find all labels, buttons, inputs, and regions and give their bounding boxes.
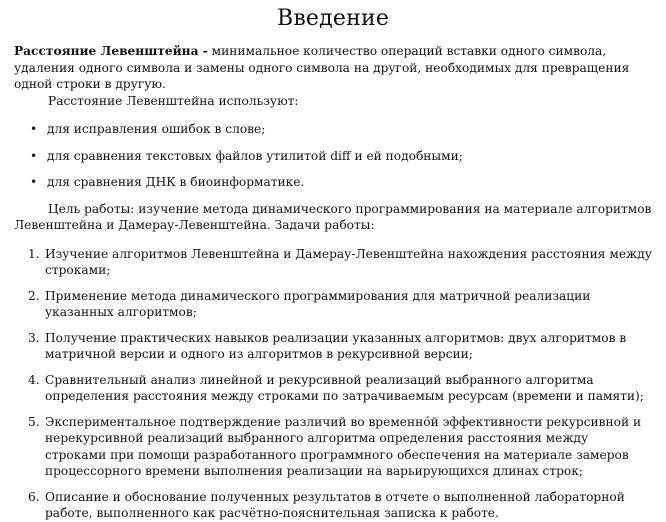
list-item-text: Изучение алгоритмов Левенштейна и Дамерау-Левенштейна нахождения расстояния между строками; (45, 246, 652, 277)
task-list (14, 246, 652, 522)
section-heading: Введение (276, 6, 390, 31)
list-item-text: Описание и обоснование полученных результатов в отчете о выполненной лабораторной работе, выполненного как расчётно-пояснительная записка к работе. (45, 489, 625, 520)
item-number: 6. (28, 489, 40, 504)
list-item (14, 288, 652, 321)
item-number: 1. (28, 246, 40, 261)
list-item (14, 174, 652, 191)
list-item-text: Применение метода динамического программирования для матричной реализации указанных алгоритмов; (45, 288, 591, 319)
list-item-text: для сравнения ДНК в биоинформатике. (47, 175, 305, 189)
list-item (14, 246, 652, 279)
goal-text: Цель работы: изучение метода динамического программирования на материале алгоритмов Левенштейна и Дамерау-Левенштейна. Задачи работы: (14, 201, 652, 232)
usage-lead: Расстояние Левенштейна используют: (48, 93, 299, 108)
defined-term: Расстояние Левенштейна - (14, 44, 208, 58)
list-item-text: Сравнительный анализ линейной и рекурсивной реализаций выбранного алгоритма определения расстояния между строками по затрачиваемым ресурсам (времени и памяти); (45, 372, 644, 403)
list-item-text: Экспериментальное подтверждение различий во временно́й эффективности рекурсивной и нерекурсивной реализаций выбранного алгоритма определения расстояния между строками при помощи разработанного программного обеспечения на материале замеров процессорного времени выполнения реализации на варьирующихся длинах строк; (45, 414, 642, 478)
list-item (14, 414, 652, 480)
item-number: 2. (28, 288, 40, 303)
item-number: 5. (28, 414, 40, 429)
bullet-marker: • (30, 175, 38, 189)
item-number: 4. (28, 372, 40, 387)
list-item-text: Получение практических навыков реализации указанных алгоритмов: двух алгоритмов в матричной версии и одного из алгоритмов в рекурсивной версии; (45, 330, 627, 361)
list-item (14, 372, 652, 405)
term-definition: минимальное количество операций вставки одного символа, удаления одного символа и замены одного символа на другой, необходимых для превращения одной строки в другую. (14, 44, 630, 91)
list-item (14, 330, 652, 363)
bullet-marker: • (30, 148, 38, 163)
list-item (14, 148, 652, 165)
bullet-marker: • (30, 122, 38, 136)
list-item-text: для сравнения текстовых файлов утилитой diff и ей подобными; (47, 148, 463, 163)
goal-paragraph (14, 201, 652, 234)
list-item (14, 489, 652, 522)
usage-list (14, 121, 652, 191)
list-item-text: для исправления ошибок в слове; (47, 122, 266, 136)
intro-paragraph (14, 43, 652, 109)
item-number: 3. (28, 330, 40, 345)
list-item (14, 121, 652, 138)
